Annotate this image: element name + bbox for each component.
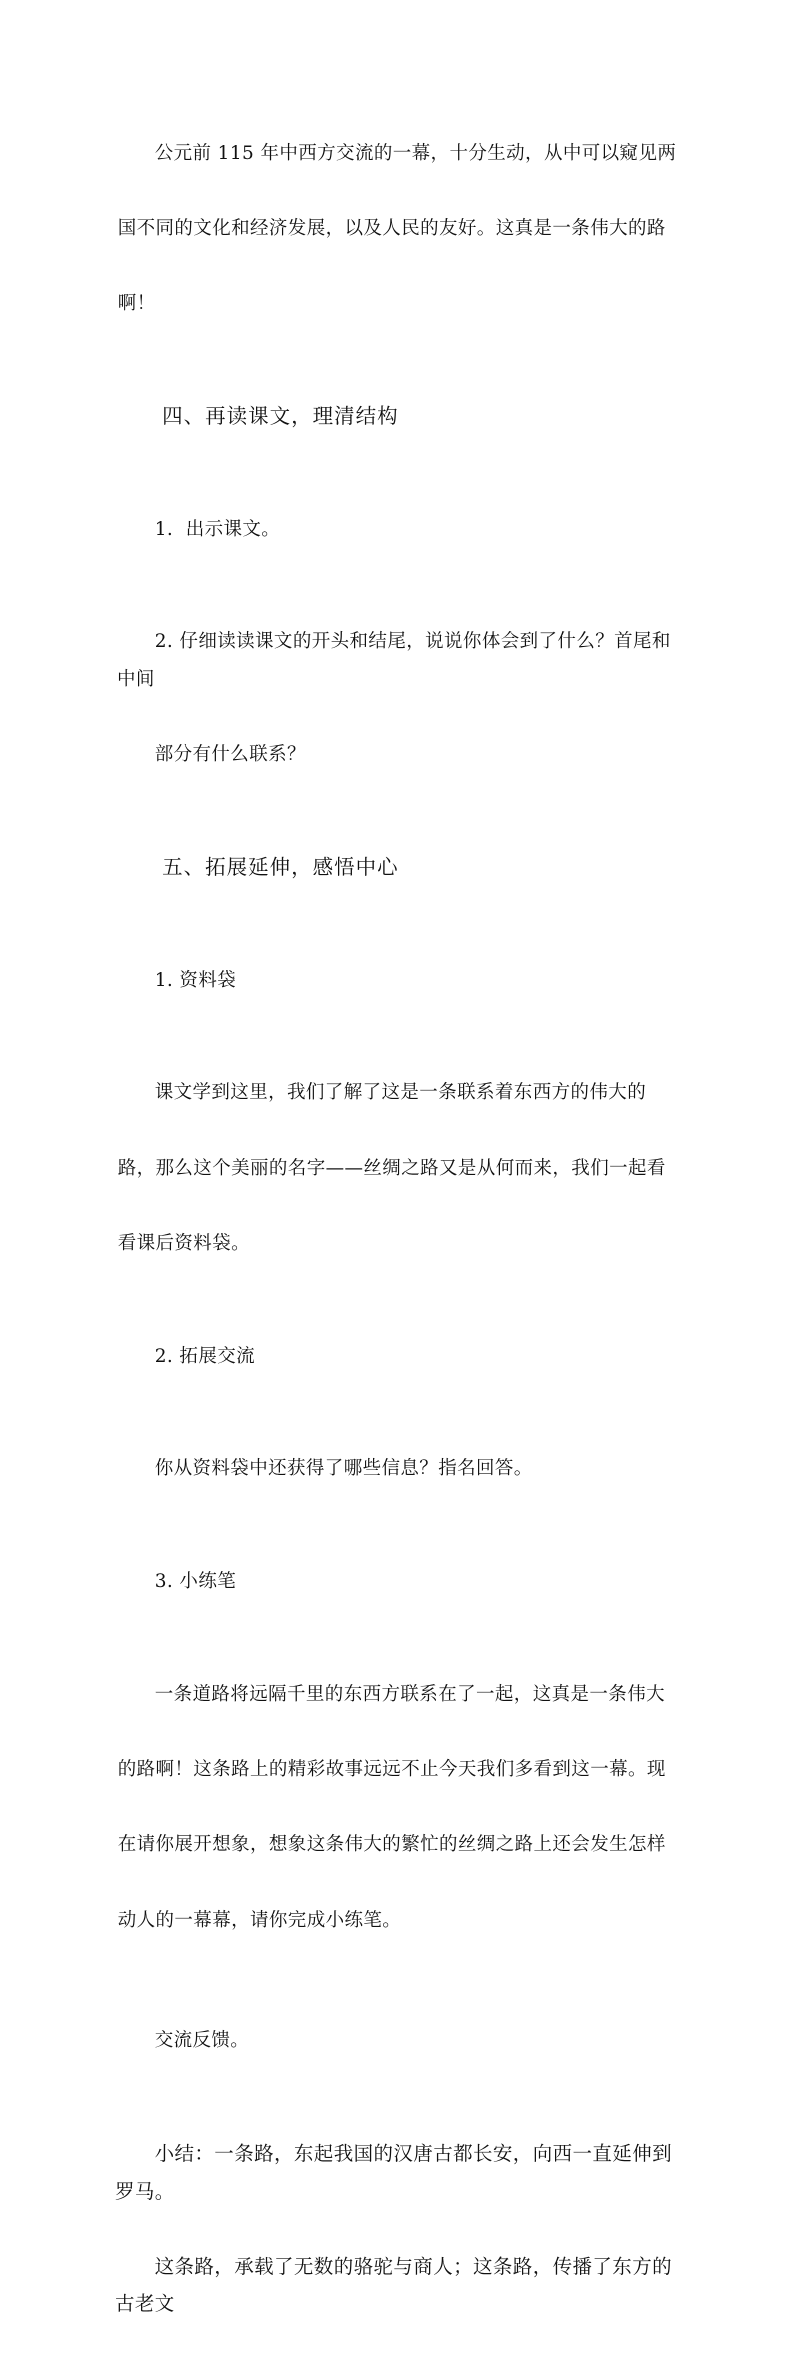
subheading-writing-practice bbox=[117, 1526, 677, 1639]
paragraph-feedback bbox=[117, 1985, 677, 2098]
section-heading-4 bbox=[117, 360, 677, 473]
heading-text: 五、拓展延伸，感悟中心 bbox=[162, 854, 399, 879]
text-line: 课文学到这里，我们了解了这是一条联系着东西方的伟大的 bbox=[154, 1082, 647, 1104]
paragraph-question bbox=[117, 1413, 677, 1526]
section-heading-5 bbox=[117, 811, 677, 924]
text-line: 动人的一幕幕，请你完成小练笔。 bbox=[117, 1909, 402, 1931]
text-line: 在请你展开想象，想象这条伟大的繁忙的丝绸之路上还会发生怎样 bbox=[117, 1834, 666, 1856]
paragraph-summary bbox=[115, 2097, 677, 2360]
text-line: 1. 出示课文。 bbox=[154, 518, 281, 540]
text-line: 3. 小练笔 bbox=[154, 1571, 237, 1593]
text-line: 这条路，承载了无数的骆驼与商人；这条路，传播了东方的古老文 bbox=[115, 2254, 672, 2316]
paragraph-cultural-exchange bbox=[117, 97, 677, 360]
text-line: 看课后资料袋。 bbox=[117, 1232, 250, 1254]
text-line: 的路啊！这条路上的精彩故事远远不止今天我们多看到这一幕。现 bbox=[117, 1759, 666, 1781]
text-line: 小结：一条路，东起我国的汉唐古都长安，向西一直延伸到罗马。 bbox=[115, 2142, 672, 2203]
text-line: 路，那么这个美丽的名字——丝绸之路又是从何而来，我们一起看 bbox=[117, 1157, 666, 1179]
document-body bbox=[117, 97, 677, 2361]
paragraph-silk-road-name bbox=[117, 1037, 677, 1300]
list-item-1 bbox=[117, 473, 677, 586]
subheading-extension-exchange bbox=[117, 1300, 677, 1413]
text-line: 你从资料袋中还获得了哪些信息？指名回答。 bbox=[154, 1458, 533, 1480]
text-line: 国不同的文化和经济发展，以及人民的友好。这真是一条伟大的路 bbox=[117, 217, 666, 239]
text-line: 公元前 115 年中西方交流的一幕，十分生动，从中可以窥见两 bbox=[154, 142, 677, 164]
text-line: 啊！ bbox=[117, 292, 156, 314]
text-line: 1. 资料袋 bbox=[154, 969, 237, 991]
list-item-2 bbox=[117, 586, 677, 812]
subheading-resource-bag bbox=[117, 924, 677, 1037]
text-line: 2. 仔细读读课文的开头和结尾，说说你体会到了什么？首尾和中间 bbox=[117, 631, 671, 690]
heading-text: 四、再读课文，理清结构 bbox=[162, 403, 399, 428]
text-line: 2. 拓展交流 bbox=[154, 1345, 256, 1367]
text-line: 一条道路将远隔千里的东西方联系在了一起，这真是一条伟大 bbox=[154, 1683, 665, 1705]
text-line: 交流反馈。 bbox=[154, 2030, 250, 2052]
paragraph-writing-prompt bbox=[117, 1638, 677, 1976]
text-line: 部分有什么联系？ bbox=[154, 744, 306, 766]
